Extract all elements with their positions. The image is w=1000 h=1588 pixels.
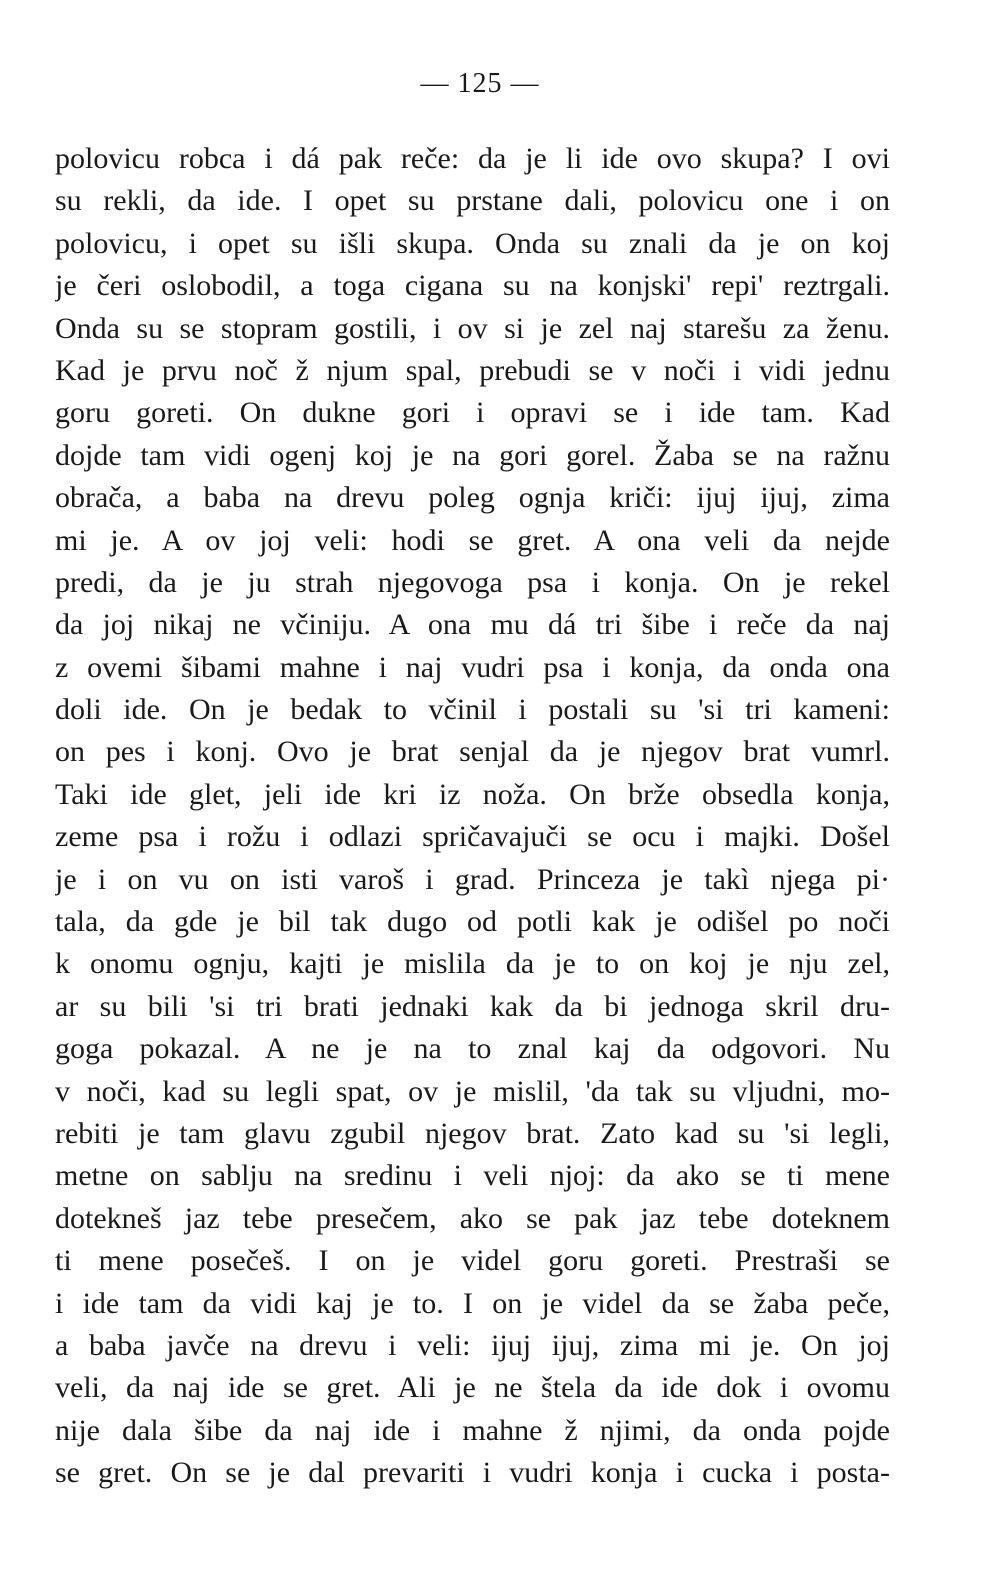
text-line: metne on sablju na sredinu i veli njoj: da ako se ti mene: [55, 1159, 890, 1193]
text-line: polovicu robca i dá pak reče: da je li ide ovo skupa? I ovi: [55, 142, 890, 175]
body-text: [55, 138, 890, 1495]
text-line: z ovemi šibami mahne i naj vudri psa i konja, da onda ona: [55, 650, 890, 684]
text-line: goga pokazal. A ne je na to znal kaj da odgovori. Nu: [55, 1032, 890, 1066]
text-line: Kad je prvu noč ž njum spal, prebudi se v noči i vidi jednu: [55, 353, 890, 387]
text-line: goru goreti. On dukne gori i opravi se i ide tam. Kad: [55, 396, 890, 430]
text-line: doteknеš jaz tebe presečem, ako se pak jaz tebe doteknem: [55, 1201, 890, 1235]
text-line: obrača, a baba na drevu poleg ognja kriči: ijuj ijuj, zima: [55, 481, 890, 515]
text-line: ar su bili 'si tri brati jednaki kak da bi jednoga skril dru-: [55, 989, 890, 1023]
text-line: a baba javče na drevu i veli: ijuj ijuj, zima mi je. On joj: [55, 1328, 890, 1362]
text-line: rebiti je tam glavu zgubil njegov brat. Zato kad su 'si legli,: [55, 1116, 890, 1150]
page-number: — 125 —: [420, 68, 540, 99]
text-line: predi, da je ju strah njegovoga psa i konja. On je rekel: [55, 565, 890, 599]
text-line: veli, da naj ide se gret. Ali je ne štela da ide dok i ovomu: [55, 1371, 890, 1405]
text-line: v noči, kad su legli spat, ov je mislil, 'da tak su vljudni, mo-: [55, 1074, 890, 1108]
text-line: tala, da gde je bil tak dugo od potli kak je odišel po noči: [55, 905, 890, 939]
text-line: mi je. A ov joj veli: hodi se gret. A ona veli da nejde: [55, 523, 890, 557]
text-line: se gret. On se je dal prevariti i vudri konja i cucka i posta-: [55, 1456, 890, 1490]
text-line: nije dala šibe da naj ide i mahne ž njimi, da onda pojde: [55, 1413, 890, 1447]
text-line: je i on vu on isti varoš i grad. Princeza je takì njega pi·: [55, 862, 890, 896]
text-line: da joj nikaj ne včiniju. A ona mu dá tri šibe i reče da naj: [55, 608, 890, 642]
text-line: polovicu, i opet su išli skupa. Onda su znali da je on koj: [55, 226, 890, 260]
text-line: k onomu ognju, kajti je mislila da je to on koj je nju zel,: [55, 947, 890, 981]
text-line: dojde tam vidi ogenj koj je na gori gorel. Žaba se na ražnu: [55, 438, 890, 472]
text-line: Onda su se stopram gostili, i ov si je zel naj starešu za ženu.: [55, 311, 890, 345]
text-line: Taki ide glet, jeli ide kri iz noža. On brže obsedla konja,: [55, 777, 890, 811]
text-line: zeme psa i rožu i odlazi spričavajuči se ocu i majki. Došel: [55, 820, 890, 854]
text-line: i ide tam da vidi kaj je to. I on je videl da se žaba peče,: [55, 1286, 890, 1320]
text-line: doli ide. On je bedak to včinil i postali su 'si tri kameni:: [55, 693, 890, 727]
text-line: je čeri oslobodil, a toga cigana su na konjski' repi' reztrgali.: [55, 269, 890, 303]
text-line: su rekli, da ide. I opet su prstane dali, polovicu one i on: [55, 184, 890, 218]
text-line: ti mene posečeš. I on je videl goru goreti. Prestraši se: [55, 1244, 890, 1278]
text-line: on pes i konj. Ovo je brat senjal da je njegov brat vumrl.: [55, 735, 890, 769]
